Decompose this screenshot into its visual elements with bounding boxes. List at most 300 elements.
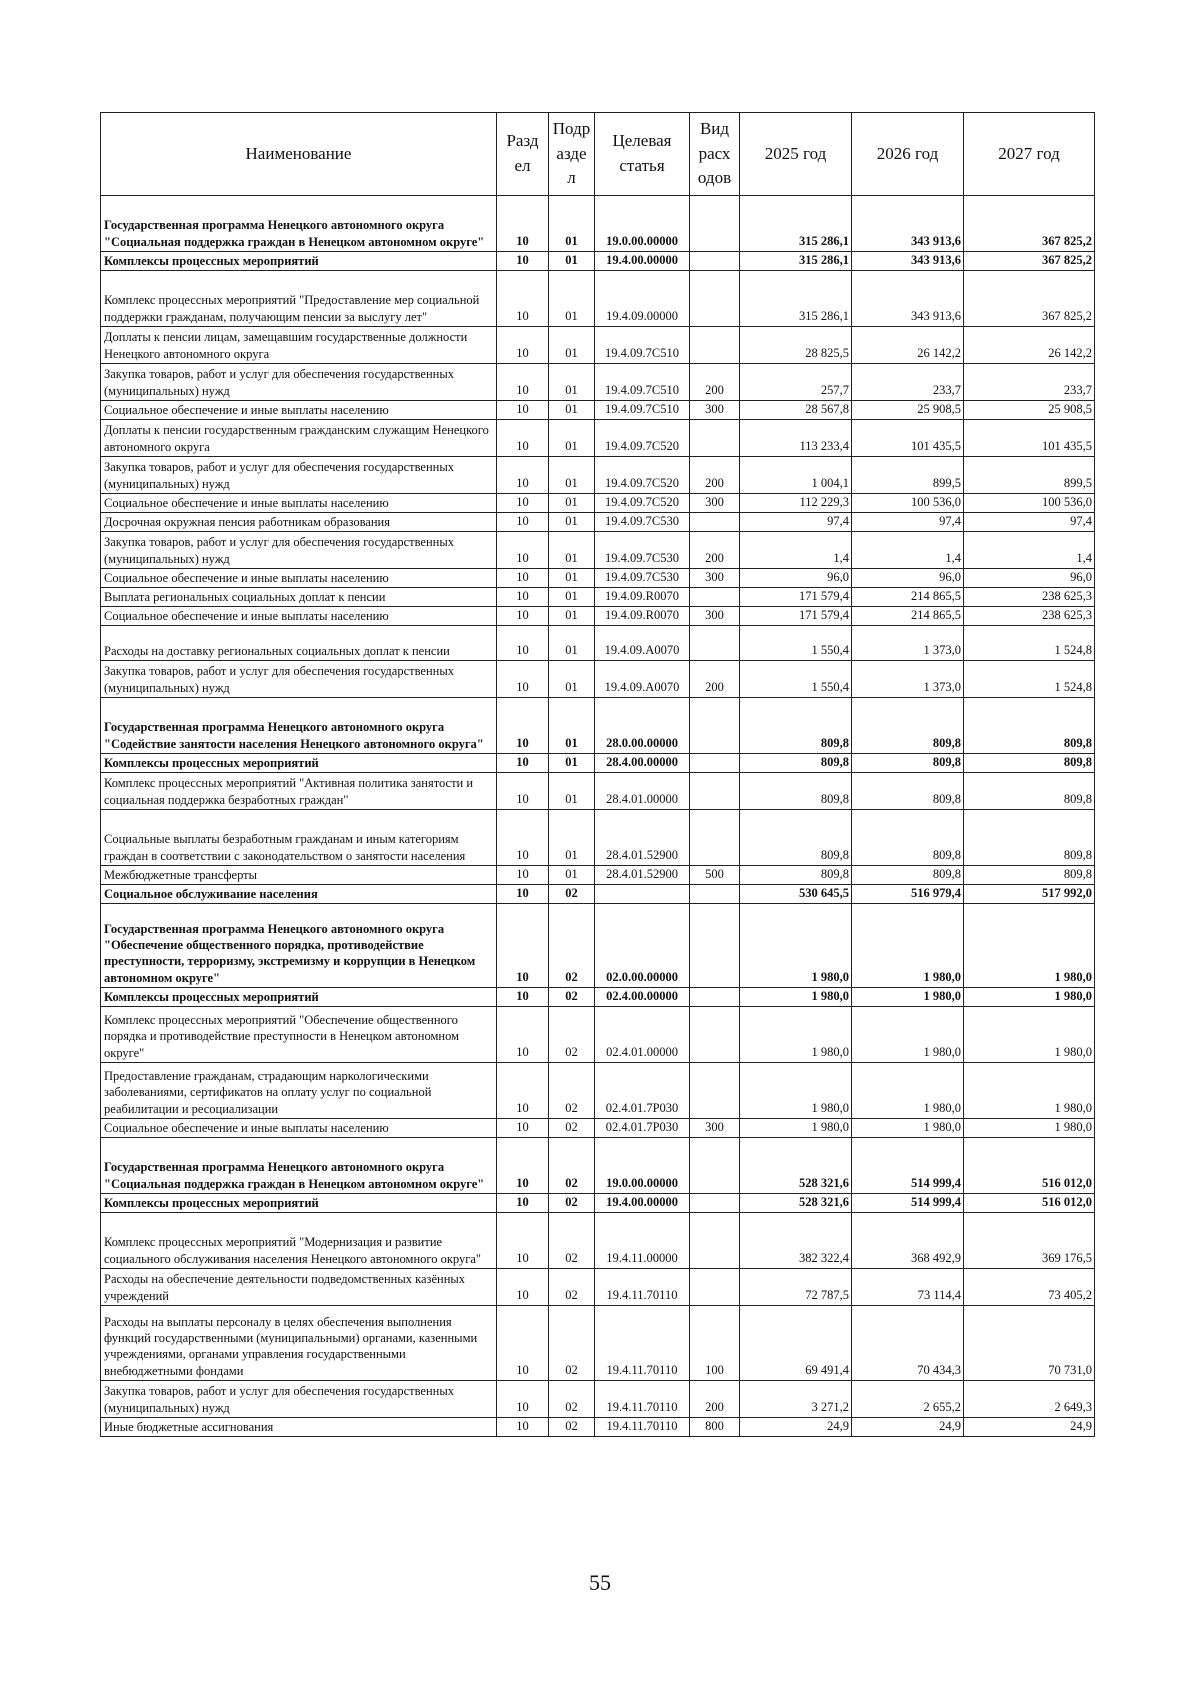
row-podrazdel: 02 [549, 1118, 595, 1137]
row-name: Комплекс процессных мероприятий "Активная политика занятости и социальная поддержка безработных граждан" [101, 772, 497, 809]
row-value-2025: 809,8 [740, 772, 852, 809]
row-value-2025: 1 980,0 [740, 903, 852, 987]
table-row [101, 884, 1095, 903]
row-value-2026: 1 980,0 [852, 987, 964, 1006]
row-value-2025: 1 550,4 [740, 625, 852, 660]
row-expense-type [690, 884, 740, 903]
row-name: Социальное обеспечение и иные выплаты населению [101, 606, 497, 625]
row-value-2027: 367 825,2 [964, 251, 1095, 270]
row-target-article: 19.4.09.7С520 [595, 419, 690, 456]
row-value-2025: 112 229,3 [740, 493, 852, 512]
row-target-article: 19.4.09.7С530 [595, 531, 690, 568]
row-razdel: 10 [497, 512, 549, 531]
row-target-article: 19.4.09.R0070 [595, 606, 690, 625]
row-razdel: 10 [497, 987, 549, 1006]
row-podrazdel: 01 [549, 456, 595, 493]
row-value-2025: 528 321,6 [740, 1137, 852, 1193]
row-expense-type [690, 251, 740, 270]
row-podrazdel: 02 [549, 1268, 595, 1305]
row-name: Государственная программа Ненецкого автономного округа "Обеспечение общественного порядка, противодействие преступности, терроризму, экстремизму и коррупции в Ненецком автономном округе" [101, 903, 497, 987]
row-target-article: 02.4.01.7Р030 [595, 1118, 690, 1137]
table-row [101, 493, 1095, 512]
row-podrazdel: 02 [549, 1380, 595, 1417]
row-value-2026: 809,8 [852, 753, 964, 772]
row-podrazdel: 01 [549, 568, 595, 587]
row-razdel: 10 [497, 606, 549, 625]
header-razdel: Разд ел [497, 113, 549, 196]
row-razdel: 10 [497, 251, 549, 270]
row-expense-type [690, 772, 740, 809]
row-value-2026: 1,4 [852, 531, 964, 568]
row-value-2026: 100 536,0 [852, 493, 964, 512]
table-row [101, 456, 1095, 493]
row-value-2027: 1 980,0 [964, 903, 1095, 987]
row-razdel: 10 [497, 587, 549, 606]
row-target-article: 28.0.00.00000 [595, 697, 690, 753]
row-podrazdel: 01 [549, 195, 595, 251]
table-row [101, 772, 1095, 809]
row-value-2025: 809,8 [740, 865, 852, 884]
row-value-2025: 257,7 [740, 363, 852, 400]
row-value-2026: 25 908,5 [852, 400, 964, 419]
row-target-article: 19.4.09.А0070 [595, 660, 690, 697]
row-expense-type [690, 625, 740, 660]
budget-table [100, 112, 1095, 1437]
row-value-2025: 315 286,1 [740, 251, 852, 270]
row-razdel: 10 [497, 1062, 549, 1118]
row-target-article: 19.4.11.70110 [595, 1417, 690, 1436]
row-target-article: 19.4.09.7С520 [595, 456, 690, 493]
row-name: Комплексы процессных мероприятий [101, 987, 497, 1006]
row-value-2026: 516 979,4 [852, 884, 964, 903]
row-value-2025: 72 787,5 [740, 1268, 852, 1305]
row-value-2026: 214 865,5 [852, 587, 964, 606]
row-razdel: 10 [497, 456, 549, 493]
row-value-2027: 24,9 [964, 1417, 1095, 1436]
row-expense-type: 200 [690, 456, 740, 493]
row-value-2027: 809,8 [964, 772, 1095, 809]
row-target-article: 19.4.11.00000 [595, 1212, 690, 1268]
row-value-2027: 233,7 [964, 363, 1095, 400]
row-name: Социальное обеспечение и иные выплаты населению [101, 1118, 497, 1137]
row-podrazdel: 02 [549, 1193, 595, 1212]
row-value-2025: 382 322,4 [740, 1212, 852, 1268]
row-razdel: 10 [497, 1006, 549, 1062]
row-value-2027: 1 524,8 [964, 625, 1095, 660]
row-value-2026: 2 655,2 [852, 1380, 964, 1417]
row-value-2027: 97,4 [964, 512, 1095, 531]
row-target-article: 19.4.09.7С510 [595, 363, 690, 400]
row-target-article: 19.4.11.70110 [595, 1305, 690, 1380]
row-value-2025: 1,4 [740, 531, 852, 568]
row-value-2025: 809,8 [740, 809, 852, 865]
header-podrazdel: Подр азде л [549, 113, 595, 196]
row-expense-type [690, 1062, 740, 1118]
row-razdel: 10 [497, 903, 549, 987]
table-row [101, 1193, 1095, 1212]
row-podrazdel: 01 [549, 531, 595, 568]
row-razdel: 10 [497, 1380, 549, 1417]
header-name: Наименование [101, 113, 497, 196]
row-razdel: 10 [497, 772, 549, 809]
row-podrazdel: 02 [549, 1417, 595, 1436]
row-name: Государственная программа Ненецкого автономного округа "Социальная поддержка граждан в Ненецком автономном округе" [101, 195, 497, 251]
table-row [101, 419, 1095, 456]
row-value-2027: 517 992,0 [964, 884, 1095, 903]
row-razdel: 10 [497, 195, 549, 251]
row-value-2026: 343 913,6 [852, 251, 964, 270]
row-name: Досрочная окружная пенсия работникам образования [101, 512, 497, 531]
row-name: Комплекс процессных мероприятий "Предоставление мер социальной поддержки гражданам, получающим пенсии за выслугу лет" [101, 270, 497, 326]
row-value-2027: 809,8 [964, 697, 1095, 753]
row-expense-type [690, 1212, 740, 1268]
row-name: Закупка товаров, работ и услуг для обеспечения государственных (муниципальных) нужд [101, 1380, 497, 1417]
row-razdel: 10 [497, 1305, 549, 1380]
table-row [101, 1268, 1095, 1305]
table-row [101, 587, 1095, 606]
table-body [101, 195, 1095, 1436]
row-podrazdel: 02 [549, 1006, 595, 1062]
table-row [101, 1062, 1095, 1118]
row-target-article: 19.4.09.7С520 [595, 493, 690, 512]
header-2025: 2025 год [740, 113, 852, 196]
row-value-2027: 26 142,2 [964, 326, 1095, 363]
row-value-2027: 809,8 [964, 865, 1095, 884]
table-row [101, 625, 1095, 660]
row-value-2027: 101 435,5 [964, 419, 1095, 456]
row-target-article: 19.4.09.00000 [595, 270, 690, 326]
row-value-2025: 171 579,4 [740, 606, 852, 625]
row-value-2025: 315 286,1 [740, 195, 852, 251]
row-expense-type [690, 1268, 740, 1305]
row-value-2027: 367 825,2 [964, 270, 1095, 326]
row-name: Межбюджетные трансферты [101, 865, 497, 884]
table-row [101, 987, 1095, 1006]
row-value-2027: 238 625,3 [964, 587, 1095, 606]
row-value-2025: 530 645,5 [740, 884, 852, 903]
row-name: Государственная программа Ненецкого автономного округа "Социальная поддержка граждан в Ненецком автономном округе" [101, 1137, 497, 1193]
table-row [101, 195, 1095, 251]
row-target-article: 19.4.09.А0070 [595, 625, 690, 660]
row-razdel: 10 [497, 625, 549, 660]
table-row [101, 809, 1095, 865]
table-row [101, 697, 1095, 753]
row-name: Комплексы процессных мероприятий [101, 251, 497, 270]
row-target-article: 02.0.00.00000 [595, 903, 690, 987]
table-row [101, 1137, 1095, 1193]
row-value-2025: 528 321,6 [740, 1193, 852, 1212]
row-target-article: 02.4.01.7Р030 [595, 1062, 690, 1118]
row-expense-type: 300 [690, 568, 740, 587]
row-name: Иные бюджетные ассигнования [101, 1417, 497, 1436]
row-value-2026: 70 434,3 [852, 1305, 964, 1380]
row-value-2025: 1 980,0 [740, 1006, 852, 1062]
table-row [101, 753, 1095, 772]
row-target-article: 19.4.11.70110 [595, 1268, 690, 1305]
row-name: Закупка товаров, работ и услуг для обеспечения государственных (муниципальных) нужд [101, 660, 497, 697]
row-expense-type [690, 697, 740, 753]
row-podrazdel: 02 [549, 884, 595, 903]
row-podrazdel: 01 [549, 326, 595, 363]
row-name: Комплексы процессных мероприятий [101, 753, 497, 772]
row-podrazdel: 01 [549, 606, 595, 625]
row-podrazdel: 02 [549, 1305, 595, 1380]
row-value-2025: 171 579,4 [740, 587, 852, 606]
table-row [101, 531, 1095, 568]
row-name: Предоставление гражданам, страдающим наркологическими заболеваниями, сертификатов на оплату услуг по социальной реабилитации и ресоциализации [101, 1062, 497, 1118]
row-target-article: 28.4.00.00000 [595, 753, 690, 772]
row-razdel: 10 [497, 1193, 549, 1212]
row-name: Закупка товаров, работ и услуг для обеспечения государственных (муниципальных) нужд [101, 363, 497, 400]
row-podrazdel: 01 [549, 753, 595, 772]
row-name: Социальное обеспечение и иные выплаты населению [101, 493, 497, 512]
row-value-2025: 24,9 [740, 1417, 852, 1436]
row-value-2027: 96,0 [964, 568, 1095, 587]
row-podrazdel: 01 [549, 251, 595, 270]
row-expense-type: 200 [690, 531, 740, 568]
row-value-2025: 1 550,4 [740, 660, 852, 697]
row-name: Расходы на доставку региональных социальных доплат к пенсии [101, 625, 497, 660]
row-target-article: 19.0.00.00000 [595, 1137, 690, 1193]
row-razdel: 10 [497, 363, 549, 400]
row-target-article: 28.4.01.52900 [595, 865, 690, 884]
row-name: Доплаты к пенсии лицам, замещавшим государственные должности Ненецкого автономного округа [101, 326, 497, 363]
row-expense-type: 500 [690, 865, 740, 884]
row-razdel: 10 [497, 753, 549, 772]
header-2027: 2027 год [964, 113, 1095, 196]
row-value-2027: 1 980,0 [964, 987, 1095, 1006]
row-value-2025: 315 286,1 [740, 270, 852, 326]
table-header-row [101, 113, 1095, 196]
row-expense-type [690, 753, 740, 772]
row-value-2027: 1 980,0 [964, 1006, 1095, 1062]
row-name: Выплата региональных социальных доплат к пенсии [101, 587, 497, 606]
row-value-2026: 1 373,0 [852, 660, 964, 697]
row-razdel: 10 [497, 1268, 549, 1305]
row-value-2027: 1 980,0 [964, 1118, 1095, 1137]
row-value-2027: 100 536,0 [964, 493, 1095, 512]
row-target-article: 19.4.00.00000 [595, 1193, 690, 1212]
row-value-2027: 25 908,5 [964, 400, 1095, 419]
row-podrazdel: 01 [549, 809, 595, 865]
row-podrazdel: 01 [549, 493, 595, 512]
row-name: Государственная программа Ненецкого автономного округа "Содействие занятости населения Ненецкого автономного округа" [101, 697, 497, 753]
row-target-article: 19.4.09.7С530 [595, 512, 690, 531]
row-value-2026: 1 980,0 [852, 1118, 964, 1137]
row-target-article: 19.4.09.7С510 [595, 400, 690, 419]
row-value-2025: 1 004,1 [740, 456, 852, 493]
row-value-2027: 73 405,2 [964, 1268, 1095, 1305]
row-name: Комплексы процессных мероприятий [101, 1193, 497, 1212]
row-value-2026: 26 142,2 [852, 326, 964, 363]
table-row [101, 326, 1095, 363]
table-row [101, 1212, 1095, 1268]
row-value-2025: 28 825,5 [740, 326, 852, 363]
row-expense-type [690, 419, 740, 456]
row-value-2026: 809,8 [852, 809, 964, 865]
row-razdel: 10 [497, 809, 549, 865]
row-expense-type: 300 [690, 493, 740, 512]
row-target-article: 02.4.01.00000 [595, 1006, 690, 1062]
row-value-2026: 514 999,4 [852, 1193, 964, 1212]
row-value-2025: 1 980,0 [740, 1118, 852, 1137]
row-value-2027: 2 649,3 [964, 1380, 1095, 1417]
row-razdel: 10 [497, 884, 549, 903]
row-value-2027: 809,8 [964, 753, 1095, 772]
table-row [101, 865, 1095, 884]
row-target-article: 19.4.09.R0070 [595, 587, 690, 606]
row-value-2027: 369 176,5 [964, 1212, 1095, 1268]
row-name: Социальное обеспечение и иные выплаты населению [101, 568, 497, 587]
row-target-article: 02.4.00.00000 [595, 987, 690, 1006]
row-expense-type [690, 1006, 740, 1062]
row-value-2026: 899,5 [852, 456, 964, 493]
row-name: Социальные выплаты безработным гражданам и иным категориям граждан в соответствии с законодательством о занятости населения [101, 809, 497, 865]
row-podrazdel: 01 [549, 587, 595, 606]
table-row [101, 903, 1095, 987]
row-target-article: 28.4.01.52900 [595, 809, 690, 865]
row-podrazdel: 01 [549, 512, 595, 531]
row-expense-type: 300 [690, 1118, 740, 1137]
row-value-2026: 97,4 [852, 512, 964, 531]
row-podrazdel: 02 [549, 1137, 595, 1193]
row-value-2026: 809,8 [852, 772, 964, 809]
row-name: Социальное обеспечение и иные выплаты населению [101, 400, 497, 419]
row-value-2025: 1 980,0 [740, 987, 852, 1006]
row-razdel: 10 [497, 400, 549, 419]
table-row [101, 1118, 1095, 1137]
row-razdel: 10 [497, 568, 549, 587]
row-name: Доплаты к пенсии государственным гражданским служащим Ненецкого автономного округа [101, 419, 497, 456]
row-value-2025: 3 271,2 [740, 1380, 852, 1417]
table-row [101, 606, 1095, 625]
table-row [101, 400, 1095, 419]
table-row [101, 1006, 1095, 1062]
row-value-2027: 1 980,0 [964, 1062, 1095, 1118]
row-value-2026: 1 980,0 [852, 1006, 964, 1062]
table-row [101, 660, 1095, 697]
row-razdel: 10 [497, 1118, 549, 1137]
row-value-2026: 343 913,6 [852, 270, 964, 326]
row-value-2026: 809,8 [852, 697, 964, 753]
row-podrazdel: 01 [549, 363, 595, 400]
row-value-2026: 514 999,4 [852, 1137, 964, 1193]
row-value-2025: 69 491,4 [740, 1305, 852, 1380]
page-number: 55 [589, 1570, 611, 1595]
row-razdel: 10 [497, 270, 549, 326]
row-value-2026: 24,9 [852, 1417, 964, 1436]
row-value-2027: 1,4 [964, 531, 1095, 568]
row-expense-type [690, 1137, 740, 1193]
row-name: Комплекс процессных мероприятий "Модернизация и развитие социального обслуживания населения Ненецкого автономного округа" [101, 1212, 497, 1268]
row-expense-type: 800 [690, 1417, 740, 1436]
table-row [101, 1305, 1095, 1380]
row-razdel: 10 [497, 1137, 549, 1193]
row-expense-type: 200 [690, 660, 740, 697]
row-value-2027: 1 524,8 [964, 660, 1095, 697]
row-value-2025: 96,0 [740, 568, 852, 587]
row-value-2026: 214 865,5 [852, 606, 964, 625]
row-value-2026: 809,8 [852, 865, 964, 884]
row-expense-type [690, 903, 740, 987]
row-value-2025: 809,8 [740, 753, 852, 772]
row-expense-type [690, 512, 740, 531]
row-value-2025: 97,4 [740, 512, 852, 531]
row-name: Комплекс процессных мероприятий "Обеспечение общественного порядка и противодействие преступности в Ненецком автономном округе" [101, 1006, 497, 1062]
row-value-2025: 1 980,0 [740, 1062, 852, 1118]
table-row [101, 1417, 1095, 1436]
row-target-article [595, 884, 690, 903]
row-expense-type [690, 987, 740, 1006]
header-expense-type: Вид расх одов [690, 113, 740, 196]
row-target-article: 28.4.01.00000 [595, 772, 690, 809]
row-podrazdel: 01 [549, 865, 595, 884]
row-value-2027: 899,5 [964, 456, 1095, 493]
row-target-article: 19.0.00.00000 [595, 195, 690, 251]
row-value-2026: 343 913,6 [852, 195, 964, 251]
header-target-article: Целевая статья [595, 113, 690, 196]
row-name: Расходы на обеспечение деятельности подведомственных казённых учреждений [101, 1268, 497, 1305]
row-value-2027: 809,8 [964, 809, 1095, 865]
row-value-2027: 238 625,3 [964, 606, 1095, 625]
row-podrazdel: 01 [549, 660, 595, 697]
row-podrazdel: 01 [549, 625, 595, 660]
row-podrazdel: 02 [549, 903, 595, 987]
row-expense-type: 200 [690, 1380, 740, 1417]
row-expense-type: 300 [690, 606, 740, 625]
table-row [101, 1380, 1095, 1417]
row-razdel: 10 [497, 326, 549, 363]
row-podrazdel: 01 [549, 772, 595, 809]
row-value-2026: 1 373,0 [852, 625, 964, 660]
row-name: Закупка товаров, работ и услуг для обеспечения государственных (муниципальных) нужд [101, 456, 497, 493]
row-expense-type [690, 270, 740, 326]
row-target-article: 19.4.09.7С530 [595, 568, 690, 587]
row-target-article: 19.4.11.70110 [595, 1380, 690, 1417]
row-name: Закупка товаров, работ и услуг для обеспечения государственных (муниципальных) нужд [101, 531, 497, 568]
table-row [101, 270, 1095, 326]
row-podrazdel: 02 [549, 987, 595, 1006]
table-row [101, 363, 1095, 400]
row-razdel: 10 [497, 1212, 549, 1268]
table-row [101, 512, 1095, 531]
row-target-article: 19.4.00.00000 [595, 251, 690, 270]
row-podrazdel: 02 [549, 1062, 595, 1118]
table-row [101, 251, 1095, 270]
header-2026: 2026 год [852, 113, 964, 196]
row-value-2027: 516 012,0 [964, 1137, 1095, 1193]
row-value-2026: 73 114,4 [852, 1268, 964, 1305]
table-row [101, 568, 1095, 587]
row-podrazdel: 01 [549, 419, 595, 456]
row-expense-type: 300 [690, 400, 740, 419]
row-expense-type [690, 195, 740, 251]
row-target-article: 19.4.09.7С510 [595, 326, 690, 363]
row-expense-type [690, 326, 740, 363]
row-podrazdel: 02 [549, 1212, 595, 1268]
row-expense-type: 200 [690, 363, 740, 400]
row-value-2025: 113 233,4 [740, 419, 852, 456]
row-podrazdel: 01 [549, 400, 595, 419]
row-podrazdel: 01 [549, 270, 595, 326]
row-name: Социальное обслуживание населения [101, 884, 497, 903]
row-expense-type [690, 1193, 740, 1212]
row-value-2026: 1 980,0 [852, 1062, 964, 1118]
row-razdel: 10 [497, 865, 549, 884]
row-value-2026: 96,0 [852, 568, 964, 587]
row-razdel: 10 [497, 697, 549, 753]
row-value-2025: 28 567,8 [740, 400, 852, 419]
